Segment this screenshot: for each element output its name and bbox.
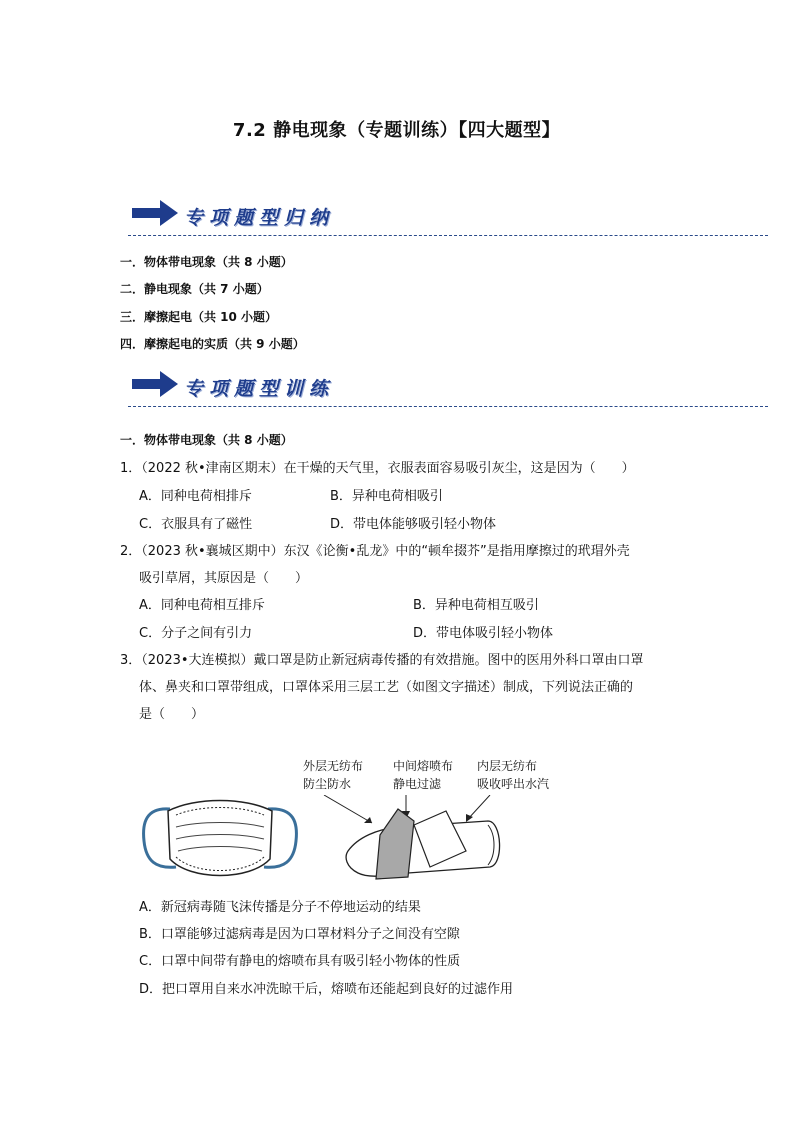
page-title: 7.2 静电现象（专题训练）【四大题型】 [232, 120, 561, 141]
option-d: D．带电体吸引轻小物体 [413, 626, 554, 641]
option-a: A．同种电荷相互排斥 [139, 598, 265, 613]
option-a: A．同种电荷相排斥 [139, 489, 252, 504]
banner-title-summary: 专项题型归纳 [184, 207, 335, 229]
toc-item: 三．摩擦起电（共 10 小题） [120, 310, 278, 324]
question-stem: 2．（2023 秋•襄城区期中）东汉《论衡•乱龙》中的“顿牟掇芥”是指用摩擦过的玳瑁外壳 [120, 544, 630, 559]
toc-item: 二．静电现象（共 7 小题） [120, 282, 269, 296]
question-stem-continued: 吸引草屑，其原因是（ ） [139, 571, 309, 586]
toc-item: 一．物体带电现象（共 8 小题） [120, 255, 293, 269]
figure-label-inner: 内层无纺布 吸收呼出水汽 [477, 759, 550, 791]
arrow-right-icon [128, 198, 180, 228]
section-heading: 一．物体带电现象（共 8 小题） [120, 433, 293, 447]
option-b: B．异种电荷相互吸引 [413, 598, 539, 613]
question-stem-continued: 体、鼻夹和口罩带组成，口罩体采用三层工艺（如图文字描述）制成，下列说法正确的 [139, 680, 634, 695]
mask-layers-illustration [318, 795, 508, 885]
option-c: C．分子之间有引力 [139, 626, 253, 641]
question-stem-continued: 是（ ） [139, 707, 205, 722]
divider [128, 406, 768, 407]
option-d: D．把口罩用自来水冲洗晾干后，熔喷布还能起到良好的过滤作用 [139, 982, 514, 997]
option-a: A．新冠病毒随飞沫传播是分子不停地运动的结果 [139, 900, 421, 915]
arrow-right-icon [128, 369, 180, 399]
figure-label-middle: 中间熔喷布 静电过滤 [393, 759, 454, 791]
mask-illustration [140, 795, 300, 883]
option-c: C．口罩中间带有静电的熔喷布具有吸引轻小物体的性质 [139, 954, 461, 969]
option-b: B．口罩能够过滤病毒是因为口罩材料分子之间没有空隙 [139, 927, 460, 942]
banner-title-training: 专项题型训练 [184, 378, 335, 400]
figure-label-outer: 外层无纺布 防尘防水 [303, 759, 364, 791]
option-c: C．衣服具有了磁性 [139, 517, 253, 532]
divider [128, 235, 768, 236]
question-stem: 1．（2022 秋•津南区期末）在干燥的天气里，衣服表面容易吸引灰尘，这是因为（ ） [120, 461, 635, 476]
question-stem: 3．（2023•大连模拟）戴口罩是防止新冠病毒传播的有效措施。图中的医用外科口罩由口罩 [120, 653, 644, 668]
section-banner-training [128, 369, 768, 409]
toc-item: 四．摩擦起电的实质（共 9 小题） [120, 337, 305, 351]
option-d: D．带电体能够吸引轻小物体 [330, 517, 497, 532]
option-b: B．异种电荷相吸引 [330, 489, 443, 504]
section-banner-summary [128, 198, 768, 238]
